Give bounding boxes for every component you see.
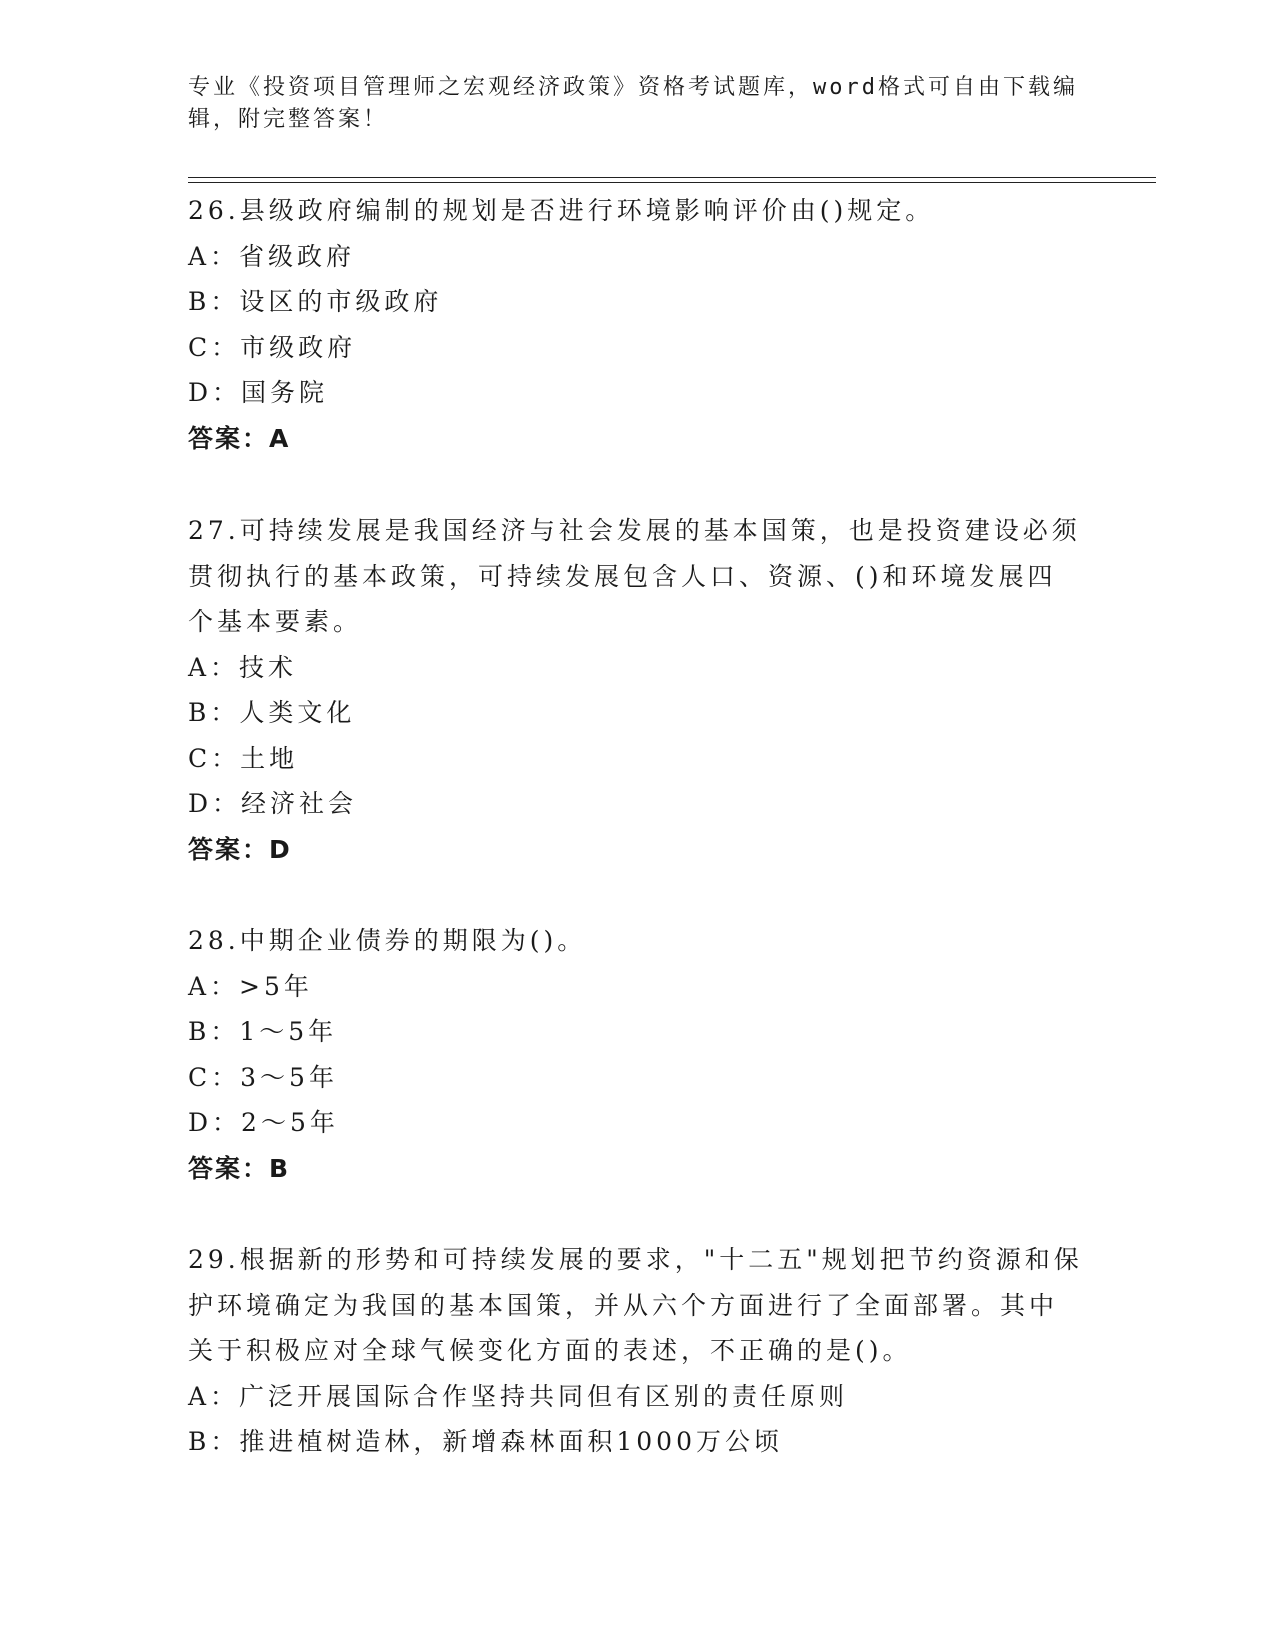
question-27: [188, 508, 1088, 872]
option-b: B：推进植树造林，新增森林面积1000万公顷: [188, 1427, 783, 1456]
option-c: C：3～5年: [188, 1062, 338, 1092]
option-c: C：土地: [188, 743, 299, 773]
question-stem-line: 个基本要素。: [188, 607, 363, 636]
option-a: A：广泛开展国际合作坚持共同但有区别的责任原则: [188, 1381, 849, 1411]
option-d: D：国务院: [188, 378, 329, 407]
option-b: B：人类文化: [188, 698, 356, 727]
question-stem-line: 贯彻执行的基本政策，可持续发展包含人口、资源、()和环境发展四: [188, 561, 1057, 591]
option-c: C：市级政府: [188, 332, 357, 362]
option-a: A：>5年: [188, 971, 313, 1001]
document-header: [188, 72, 1078, 136]
header-line-2: 辑，附完整答案！: [188, 107, 389, 132]
question-stem-line: 29.根据新的形势和可持续发展的要求，"十二五"规划把节约资源和保: [188, 1245, 1083, 1274]
option-a: A：省级政府: [188, 241, 356, 271]
question-stem-line: 护环境确定为我国的基本国策，并从六个方面进行了全面部署。其中: [188, 1290, 1059, 1320]
option-a: A：技术: [188, 652, 298, 682]
question-26: [188, 188, 1088, 461]
question-stem-line: 28.中期企业债券的期限为()。: [188, 926, 587, 955]
question-stem-line: 26.县级政府编制的规划是否进行环境影响评价由()规定。: [188, 196, 935, 225]
question-28: [188, 918, 1088, 1191]
option-d: D：2～5年: [188, 1108, 339, 1137]
header-divider-bottom: [188, 182, 1156, 183]
header-line-1: 专业《投资项目管理师之宏观经济政策》资格考试题库，word格式可自由下载编: [188, 75, 1078, 100]
answer-label: 答案：D: [188, 834, 292, 864]
answer-label: 答案：B: [188, 1153, 291, 1183]
option-d: D：经济社会: [188, 789, 358, 818]
option-b: B：设区的市级政府: [188, 287, 443, 316]
header-divider-top: [188, 177, 1156, 178]
option-b: B：1～5年: [188, 1017, 338, 1046]
question-stem-line: 关于积极应对全球气候变化方面的表述，不正确的是()。: [188, 1336, 912, 1365]
question-stem-line: 27.可持续发展是我国经济与社会发展的基本国策，也是投资建设必须: [188, 516, 1081, 545]
answer-label: 答案：A: [188, 423, 291, 453]
question-29: [188, 1237, 1088, 1465]
